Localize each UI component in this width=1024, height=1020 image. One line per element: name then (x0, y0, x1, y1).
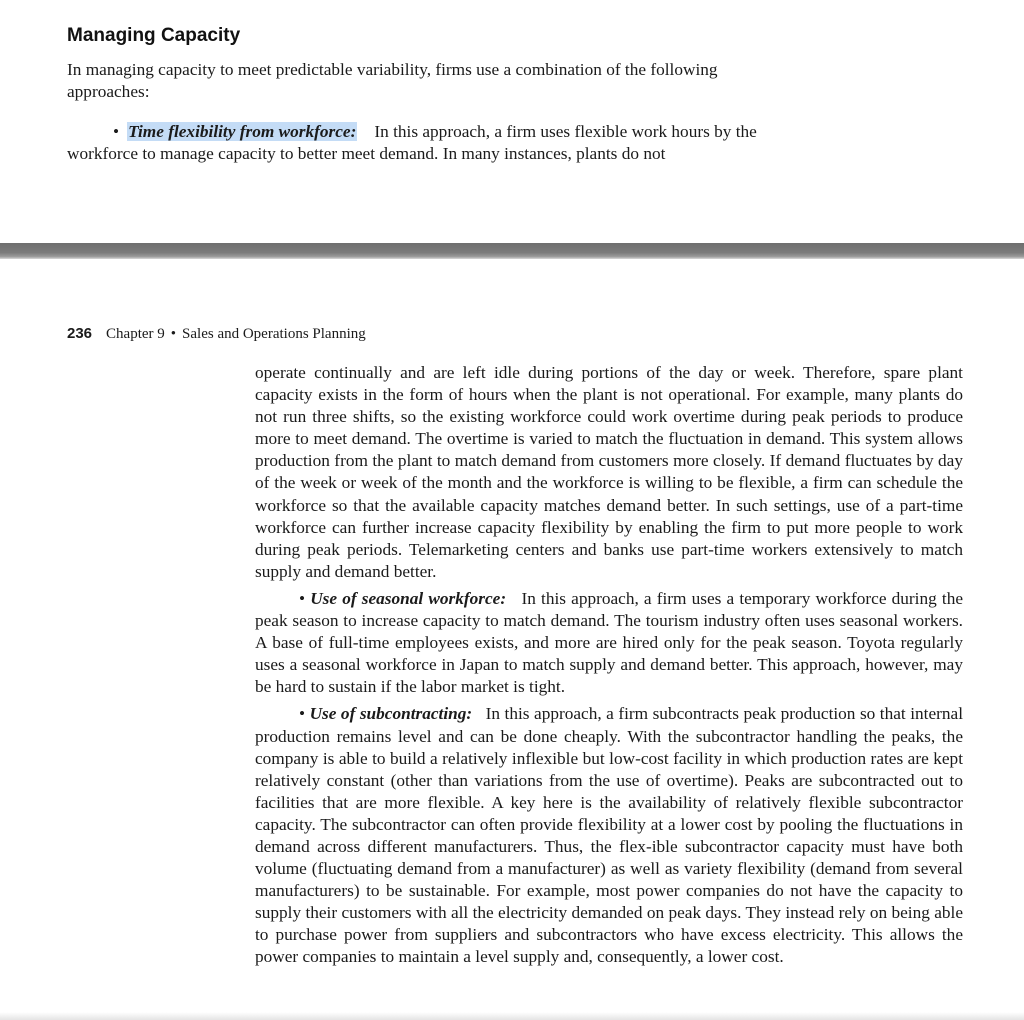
running-header (67, 324, 366, 344)
intro-paragraph: In managing capacity to meet predictable variability, firms use a combination of the following approaches: (67, 60, 718, 101)
page-divider (0, 243, 1024, 259)
bottom-shadow (0, 1012, 1024, 1020)
bullet-dot: • (299, 704, 306, 724)
bullet-seasonal-workforce (255, 588, 963, 698)
page-number: 236 (67, 325, 93, 342)
bullet-term: Use of seasonal workforce: (310, 588, 507, 608)
chapter-label: Chapter 9 (106, 326, 165, 342)
highlighted-term[interactable]: Time flexibility from workforce: (128, 122, 357, 141)
bullet-text: In this approach, a firm uses flexible work hours by the workforce to manage capacity to better meet demand. In many instances, plants do not (67, 122, 757, 163)
bullet-term: Use of subcontracting: (309, 704, 473, 724)
section-heading: Managing Capacity (67, 25, 241, 46)
bullet-dot: • (299, 588, 306, 608)
bullet-text: In this approach, a firm subcontracts peak production so that internal production remains level and can be done cheaply. With the subcontractor handling the peaks, the company is able to build a relatively inflexible but low-cost facility in which production rates are kept relatively constant (other than variations from the use of overtime). Peaks are subcontracted out to facilities that are more flexible. A key here is the availability of relatively flexible subcontractor capacity. The subcontractor can often provide flexibility at a lower cost by pooling the fluctuations in demand across different manufacturers. Thus, the flex-ible subcontractor capacity must have both volume (fluctuating demand from a manufacturer) as well as variety flexibility (demand from several manufacturers) to be sustainable. For example, most power companies do not have the capacity to supply their customers with all the electricity demanded on peak days. They instead rely on being able to purchase power from suppliers and subcontractors who have excess electricity. This allows the power companies to maintain a level supply and, consequently, a lower cost. (255, 704, 963, 967)
body-column (255, 362, 963, 969)
bullet-text: In this approach, a firm uses a temporary workforce during the peak season to increase capacity to match demand. The tourism industry often uses seasonal workers. A base of full-time employees exists, and more are hired only for the peak season. Toyota regularly uses a seasonal workforce in Japan to match supply and demand better. This approach, however, may be hard to sustain if the labor market is tight. (255, 588, 963, 697)
header-separator: • (170, 326, 177, 342)
top-page (0, 0, 1024, 243)
bullet-dot: • (113, 122, 120, 141)
continuation-paragraph: operate continually and are left idle during portions of the day or week. Therefore, spare plant capacity exists in the form of hours when the plant is not operational. For example, many plants do not run three shifts, so the existing workforce could work overtime during peak periods to produce more to meet demand. The overtime is varied to match the fluctuation in demand. This system allows production from the plant to match demand from customers more closely. If demand fluctuates by day of the week or week of the month and the workforce is willing to be flexible, a firm can schedule the workforce so that the available capacity matches demand better. In such settings, use of a part-time workforce can further increase capacity flexibility by enabling the firm to put more people to work during peak periods. Telemarketing centers and banks use part-time workers extensively to match supply and demand better. (255, 363, 963, 581)
bullet-subcontracting (255, 703, 963, 968)
bullet-time-flexibility (67, 121, 787, 165)
section-title: Sales and Operations Planning (182, 326, 366, 342)
